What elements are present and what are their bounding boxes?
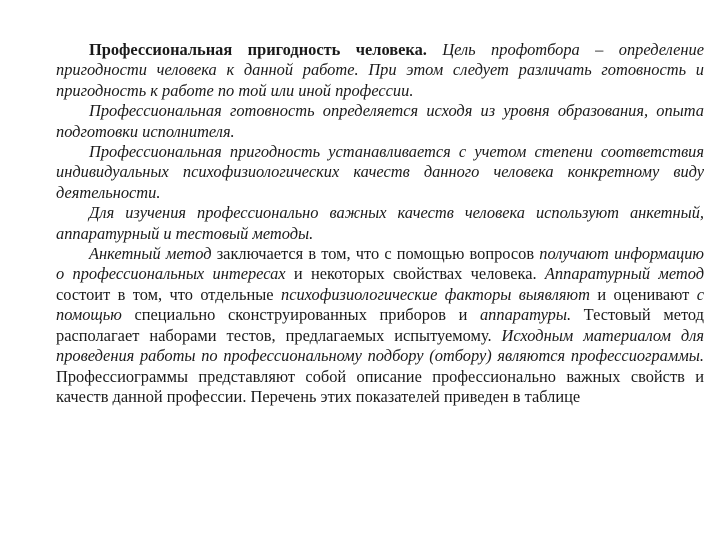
heading-professional-suitability: Профессиональная пригодность человека. <box>89 40 427 59</box>
text-suitability-definition: Профессиональная пригодность устанавливается с учетом степени соответствия индивидуальных психофизиологических качеств данного человека конкретному виду деятельности. <box>56 142 704 202</box>
text-segment: специально сконструированных приборов и <box>121 305 480 325</box>
text-readiness-definition: Профессиональная готовность определяется исходя из уровня образования, опыта подготовки исполнителя. <box>56 101 704 141</box>
text-segment-italic: с помощью <box>56 284 704 325</box>
paragraph-readiness <box>56 101 704 142</box>
text-segment: заключается в том, что с помощью вопросов <box>211 244 540 264</box>
text-segment-italic: психофизиологические факторы выявляют <box>281 284 590 304</box>
paragraph-suitability-definition <box>56 142 704 203</box>
text-methods-list: Для изучения профессионально важных качеств человека используют анкетный, аппаратурный и тестовый методы. <box>56 203 704 243</box>
text-professiograms-source: Исходным материалом для проведения работы по профессиональному подбору (отбору) являются профессиограммы. <box>56 325 704 366</box>
text-instrumental-method: Аппаратурный метод <box>544 264 704 284</box>
text-test-method: Тестовый метод располагает наборами тестов, предлагаемых испытуемому. <box>56 305 704 345</box>
paragraph-suitability-intro <box>56 40 704 101</box>
paragraph-methods-detail <box>56 244 704 407</box>
text-segment: состоит в том, что отдельные <box>56 284 281 304</box>
text-segment: и оценивают <box>589 284 697 304</box>
document-page <box>56 40 704 407</box>
text-questionnaire-method: Анкетный метод <box>89 244 212 264</box>
paragraph-methods <box>56 203 704 244</box>
text-segment: и некоторых свойствах человека. <box>285 264 545 284</box>
text-professiograms-description: Профессиограммы представляют собой описание профессионально важных свойств и качеств данной профессии. Перечень этих показателей приведен в таблице <box>56 366 704 406</box>
text-segment-italic: получают информацию о профессиональных интересах <box>56 244 704 284</box>
text-selection-goal: Цель профотбора – определение пригодности человека к данной работе. При этом следует различать готовность и пригодность к работе по той или иной профессии. <box>56 40 705 100</box>
text-segment-italic: аппаратуры. <box>479 305 572 325</box>
